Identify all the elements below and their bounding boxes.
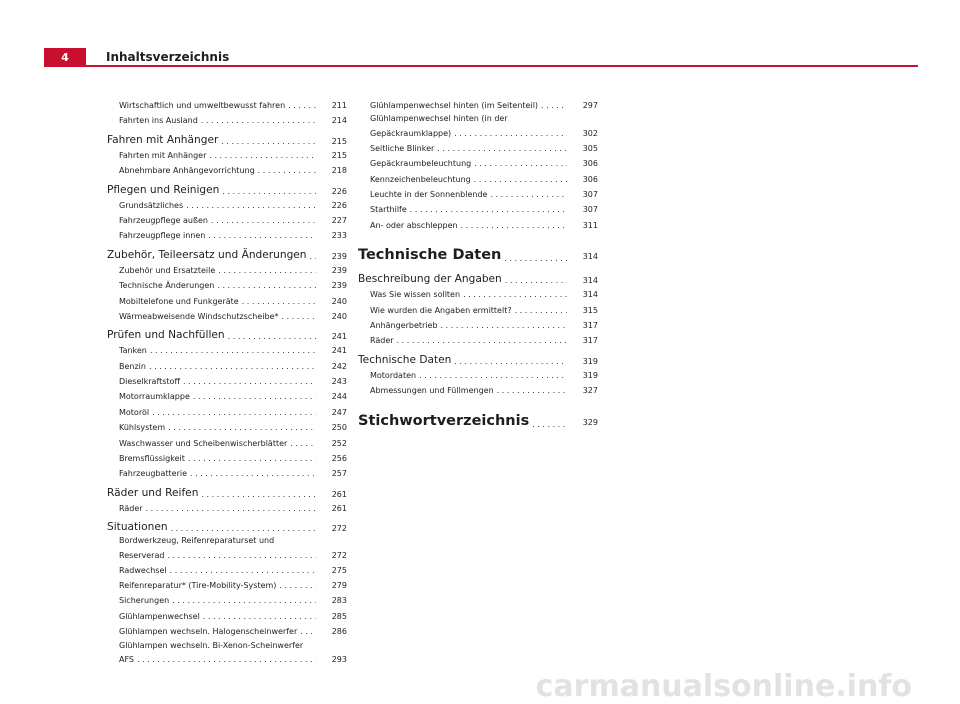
toc-page-number: 307 — [582, 205, 598, 215]
toc-entry-title: Abnehmbare Anhängevorrichtung — [119, 166, 255, 176]
toc-entry-title: Motorraumklappe — [119, 392, 190, 402]
toc-entry-title: AFS — [119, 655, 135, 665]
toc-entry[interactable] — [107, 609, 347, 624]
toc-entry[interactable] — [358, 303, 598, 318]
dot-leader — [190, 466, 316, 481]
toc-entry-title: Was Sie wissen sollten — [370, 290, 461, 300]
toc-page-number: 244 — [331, 392, 347, 402]
toc-chapter[interactable] — [107, 329, 347, 341]
dot-leader — [217, 278, 316, 293]
toc-page-number: 239 — [331, 265, 347, 275]
dot-leader — [201, 490, 316, 499]
toc-entry-title: Gepäckraumklappe) — [370, 128, 452, 138]
toc-part[interactable] — [358, 247, 598, 263]
dot-leader — [172, 593, 316, 608]
toc-page-number: 250 — [331, 423, 347, 433]
toc-entry-title: Fahrten ins Ausland — [119, 116, 198, 126]
page-number-badge: 4 — [44, 48, 86, 67]
toc-page-number: 302 — [582, 128, 598, 138]
toc-page-number: 272 — [331, 550, 347, 560]
toc-page-number: 240 — [331, 311, 347, 321]
toc-page-number: 315 — [582, 305, 598, 315]
toc-chapter[interactable] — [107, 249, 347, 261]
toc-page-number: 286 — [331, 627, 347, 637]
toc-page-number: 283 — [331, 596, 347, 606]
dot-leader — [221, 137, 316, 146]
toc-part[interactable] — [358, 413, 598, 429]
toc-entry-title: Kennzeichenbeleuchtung — [370, 174, 471, 184]
dot-leader — [454, 126, 567, 141]
toc-chapter[interactable] — [107, 487, 347, 499]
toc-entry[interactable] — [107, 563, 347, 578]
toc-entry-title: Waschwasser und Scheibenwischerblätter — [119, 438, 288, 448]
toc-page-number: 211 — [331, 100, 347, 110]
toc-page-number: 311 — [582, 220, 598, 230]
toc-page-number: 319 — [582, 356, 598, 366]
toc-page-number: 239 — [331, 281, 347, 291]
toc-entry[interactable] — [107, 263, 347, 278]
toc-page-number: 305 — [582, 143, 598, 153]
toc-page-number: 214 — [331, 116, 347, 126]
toc-page-number: 314 — [582, 252, 598, 262]
toc-page-number: 239 — [331, 251, 347, 261]
toc-entry-title: Mobiltelefone und Funkgeräte — [119, 296, 239, 306]
toc-page-number: 314 — [582, 276, 598, 286]
dot-leader — [504, 254, 567, 263]
toc-entry-title: Räder und Reifen — [107, 486, 199, 499]
dot-leader — [541, 98, 567, 113]
dot-leader — [310, 252, 316, 261]
toc-entry-title: Situationen — [107, 521, 168, 534]
toc-entry[interactable] — [107, 451, 347, 466]
dot-leader — [170, 563, 316, 578]
toc-entry-title: Sicherungen — [119, 596, 170, 606]
toc-page-number: 261 — [331, 503, 347, 513]
dot-leader — [152, 405, 316, 420]
dot-leader — [437, 141, 567, 156]
toc-entry[interactable] — [358, 172, 598, 187]
dot-leader — [474, 156, 567, 171]
toc-entry[interactable] — [107, 343, 347, 358]
dot-leader — [222, 187, 316, 196]
toc-page-number: 215 — [331, 150, 347, 160]
toc-page-number: 240 — [331, 296, 347, 306]
toc-entry[interactable] — [358, 113, 598, 141]
dot-leader — [490, 187, 567, 202]
toc-page-number: 314 — [582, 290, 598, 300]
toc-entry[interactable] — [107, 359, 347, 374]
header-rule — [44, 65, 918, 67]
toc-page-number: 247 — [331, 407, 347, 417]
toc-page-number: 226 — [331, 200, 347, 210]
toc-entry-title: Wärmeabweisende Windschutzscheibe* — [119, 311, 279, 321]
toc-page-number: 306 — [582, 174, 598, 184]
toc-page-number: 275 — [331, 565, 347, 575]
toc-entry[interactable] — [107, 213, 347, 228]
dot-leader — [188, 451, 316, 466]
toc-entry-title: Fahren mit Anhänger — [107, 133, 219, 146]
toc-entry-title-line1: Glühlampenwechsel hinten (in der — [370, 114, 508, 124]
toc-entry-title: Motordaten — [370, 370, 417, 380]
toc-entry[interactable] — [358, 187, 598, 202]
toc-entry[interactable] — [358, 156, 598, 171]
toc-page-number: 293 — [331, 655, 347, 665]
toc-page-number: 241 — [331, 346, 347, 356]
toc-entry-title: Fahrzeugpflege außen — [119, 215, 208, 225]
toc-page-number: 257 — [331, 469, 347, 479]
toc-entry-title-line1: Glühlampen wechseln. Bi-Xenon-Scheinwerfer — [119, 640, 304, 650]
toc-page-number: 233 — [331, 231, 347, 241]
toc-entry-title: Wirtschaftlich und umweltbewusst fahren — [119, 100, 286, 110]
dot-leader — [201, 113, 316, 128]
toc-right-column — [358, 98, 598, 439]
dot-leader — [167, 548, 316, 563]
toc-entry-title: Benzin — [119, 361, 146, 371]
toc-entry[interactable] — [107, 624, 347, 639]
toc-entry-title: Glühlampenwechsel — [119, 611, 200, 621]
toc-page-number: 327 — [582, 386, 598, 396]
toc-entry-title: Bremsflüssigkeit — [119, 454, 185, 464]
toc-entry-title: Fahrzeugpflege innen — [119, 231, 206, 241]
dot-leader — [300, 624, 316, 639]
toc-entry[interactable] — [107, 374, 347, 389]
toc-entry-title-line1: Bordwerkzeug, Reifenreparaturset und — [119, 536, 275, 546]
dot-leader — [183, 374, 316, 389]
dot-leader — [171, 524, 316, 533]
toc-entry[interactable] — [358, 98, 598, 113]
toc-entry[interactable] — [107, 163, 347, 178]
dot-leader — [137, 652, 316, 667]
toc-entry-title: Tanken — [119, 346, 147, 356]
toc-entry[interactable] — [107, 148, 347, 163]
dot-leader — [397, 333, 567, 348]
toc-entry-title: Räder — [119, 503, 143, 513]
dot-leader — [532, 420, 567, 429]
toc-chapter[interactable] — [107, 134, 347, 146]
toc-entry-title: Starthilfe — [370, 205, 407, 215]
toc-page-number: 272 — [331, 524, 347, 534]
toc-entry-title: Technische Daten — [358, 247, 502, 264]
dot-leader — [208, 228, 316, 243]
toc-entry-title: Zubehör, Teileersatz und Änderungen — [107, 248, 307, 261]
dot-leader — [203, 609, 316, 624]
dot-leader — [288, 98, 316, 113]
toc-entry[interactable] — [107, 535, 347, 563]
toc-page-number: 317 — [582, 321, 598, 330]
toc-entry[interactable] — [358, 287, 598, 302]
dot-leader — [279, 578, 316, 593]
toc-entry[interactable] — [358, 318, 598, 333]
toc-entry-title: Motoröl — [119, 407, 150, 417]
toc-page-number: 317 — [582, 336, 598, 346]
dot-leader — [242, 294, 316, 309]
dot-leader — [410, 202, 567, 217]
toc-entry-title: Pflegen und Reinigen — [107, 183, 220, 196]
toc-entry[interactable] — [107, 578, 347, 593]
toc-entry-title: Reifenreparatur* (Tire-Mobility-System) — [119, 581, 277, 591]
dot-leader — [441, 318, 567, 333]
toc-entry-title: Technische Daten — [358, 353, 452, 366]
dot-leader — [186, 198, 316, 213]
toc-entry[interactable] — [107, 198, 347, 213]
dot-leader — [505, 276, 567, 285]
toc-entry-title: Beschreibung der Angaben — [358, 273, 502, 286]
dot-leader — [228, 332, 316, 341]
toc-entry[interactable] — [358, 202, 598, 217]
dot-leader — [193, 389, 316, 404]
toc-entry-title: Kühlsystem — [119, 423, 166, 433]
toc-entry[interactable] — [107, 501, 347, 516]
toc-entry-title: Reserverad — [119, 550, 165, 560]
toc-entry[interactable] — [107, 436, 347, 451]
toc-entry[interactable] — [107, 420, 347, 435]
toc-entry[interactable] — [358, 368, 598, 383]
toc-entry[interactable] — [107, 309, 347, 324]
dot-leader — [454, 357, 567, 366]
toc-page-number: 226 — [331, 186, 347, 196]
toc-entry[interactable] — [107, 389, 347, 404]
toc-page-number: 215 — [331, 136, 347, 146]
toc-entry-title: Gepäckraumbeleuchtung — [370, 159, 472, 169]
toc-entry-title: Leuchte in der Sonnenblende — [370, 190, 488, 200]
toc-entry[interactable] — [107, 640, 347, 668]
chapter-title: Inhaltsverzeichnis — [106, 50, 230, 64]
dot-leader — [168, 420, 316, 435]
toc-entry[interactable] — [107, 228, 347, 243]
dot-leader — [218, 263, 316, 278]
toc-page-number: 319 — [582, 370, 598, 380]
toc-page-number: 297 — [582, 100, 598, 110]
toc-entry-title: Fahrten mit Anhänger — [119, 150, 207, 160]
toc-entry-title: Glühlampen wechseln. Halogenscheinwerfer — [119, 627, 298, 637]
toc-entry[interactable] — [107, 113, 347, 128]
toc-entry-title: Wie wurden die Angaben ermittelt? — [370, 305, 512, 315]
dot-leader — [258, 163, 316, 178]
toc-page-number: 218 — [331, 166, 347, 176]
toc-entry-title: Technische Änderungen — [119, 281, 215, 291]
dot-leader — [497, 383, 567, 398]
toc-entry-title: Grundsätzliches — [119, 200, 184, 210]
toc-chapter[interactable] — [107, 184, 347, 196]
toc-chapter[interactable] — [358, 354, 598, 366]
toc-entry-title: Stichwortverzeichnis — [358, 412, 530, 429]
dot-leader — [149, 359, 316, 374]
toc-entry[interactable] — [107, 278, 347, 293]
toc-page-number: 252 — [331, 438, 347, 448]
toc-page-number: 242 — [331, 361, 347, 371]
toc-entry[interactable] — [107, 294, 347, 309]
toc-entry[interactable] — [107, 593, 347, 608]
toc-entry-title: Seitliche Blinker — [370, 143, 435, 153]
toc-entry[interactable] — [107, 98, 347, 113]
toc-page-number: 256 — [331, 454, 347, 464]
toc-entry[interactable] — [358, 333, 598, 348]
toc-page-number: 241 — [331, 332, 347, 342]
toc-entry-title: Räder — [370, 336, 394, 346]
toc-entry[interactable] — [358, 141, 598, 156]
dot-leader — [146, 501, 316, 516]
dot-leader — [515, 303, 567, 318]
toc-page-number: 243 — [331, 377, 347, 387]
dot-leader — [463, 287, 567, 302]
toc-entry[interactable] — [107, 405, 347, 420]
toc-entry-title: Radwechsel — [119, 565, 167, 575]
toc-page-number: 285 — [331, 611, 347, 621]
toc-entry[interactable] — [107, 466, 347, 481]
toc-entry-title: An- oder abschleppen — [370, 220, 458, 230]
toc-entry-title: Zubehör und Ersatzteile — [119, 265, 216, 275]
toc-entry-title: Abmessungen und Füllmengen — [370, 386, 494, 396]
dot-leader — [281, 309, 316, 324]
toc-page-number: 279 — [331, 581, 347, 591]
toc-chapter[interactable] — [358, 273, 598, 285]
toc-entry-title: Fahrzeugbatterie — [119, 469, 188, 479]
dot-leader — [419, 368, 567, 383]
toc-entry-title: Glühlampenwechsel hinten (im Seitenteil) — [370, 100, 539, 110]
toc-entry[interactable] — [358, 218, 598, 233]
dot-leader — [474, 172, 567, 187]
dot-leader — [211, 213, 316, 228]
dot-leader — [290, 436, 316, 451]
toc-entry-title: Anhängerbetrieb — [370, 321, 438, 330]
toc-entry[interactable] — [358, 383, 598, 398]
toc-left-column — [107, 98, 347, 667]
dot-leader — [209, 148, 316, 163]
watermark: carmanualsonline.info — [535, 669, 912, 704]
toc-entry-title: Prüfen und Nachfüllen — [107, 329, 225, 342]
toc-chapter[interactable] — [107, 521, 347, 533]
toc-page-number: 329 — [582, 417, 598, 427]
toc-page-number: 307 — [582, 190, 598, 200]
toc-page-number: 306 — [582, 159, 598, 169]
toc-page-number: 261 — [331, 489, 347, 499]
toc-page-number: 227 — [331, 215, 347, 225]
dot-leader — [461, 218, 567, 233]
toc-entry-title: Dieselkraftstoff — [119, 377, 180, 387]
dot-leader — [150, 343, 316, 358]
